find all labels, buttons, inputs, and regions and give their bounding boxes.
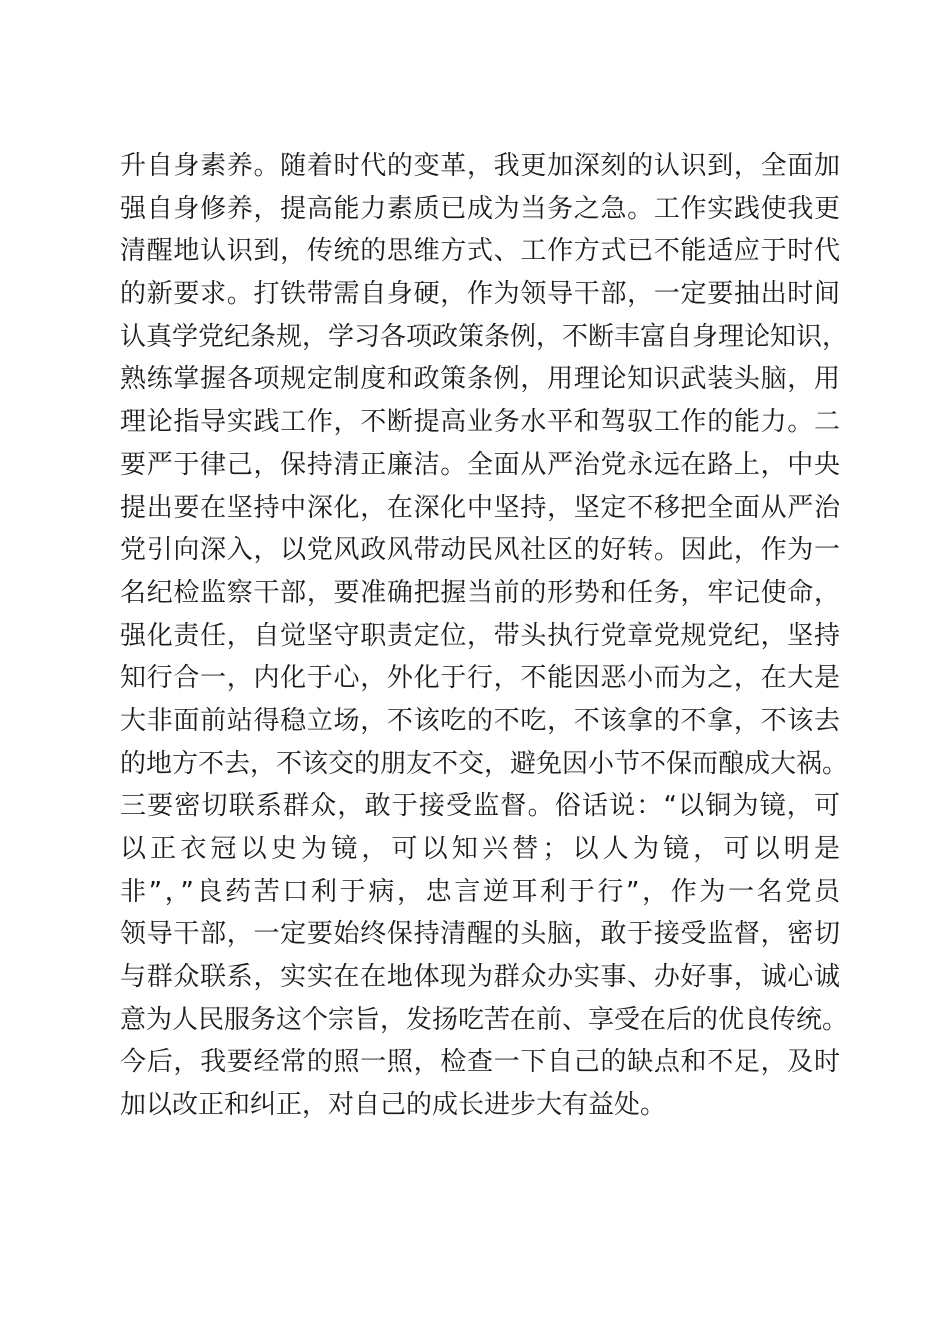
text-line: 提出要在坚持中深化，在深化中坚持，坚定不移把全面从严治: [120, 492, 840, 523]
text-line: 今后，我要经常的照一照，检查一下自己的缺点和不足，及时: [120, 1047, 840, 1078]
body-text: [120, 145, 849, 1127]
text-line: 知行合一，内化于心，外化于行，不能因恶小而为之，在大是: [120, 663, 840, 694]
text-line: 党引向深入，以党风政风带动民风社区的好转。因此，作为一: [120, 535, 840, 566]
text-line: 非”，”良药苦口利于病，忠言逆耳利于行”，作为一名党员: [120, 876, 840, 907]
text-line: 以正衣冠以史为镜，可以知兴替；以人为镜，可以明是: [120, 834, 840, 864]
text-line: 意为人民服务这个宗旨，发扬吃苦在前、享受在后的优良传统。: [120, 1004, 849, 1035]
text-line: 名纪检监察干部，要准确把握当前的形势和任务，牢记使命，: [120, 577, 840, 608]
text-line-last: 加以改正和纠正，对自己的成长进步大有益处。: [120, 1090, 667, 1121]
text-line: 的新要求。打铁带需自身硬，作为领导干部，一定要抽出时间: [120, 279, 840, 310]
text-line: 强化责任，自觉坚守职责定位，带头执行党章党规党纪，坚持: [120, 620, 840, 651]
text-line: 理论指导实践工作，不断提高业务水平和驾驭工作的能力。二: [120, 407, 840, 438]
text-line: 三要密切联系群众，敢于接受监督。俗话说：“以铜为镜，可: [120, 791, 840, 822]
text-line: 熟练掌握各项规定制度和政策条例，用理论知识武装头脑，用: [120, 364, 840, 395]
text-line: 领导干部，一定要始终保持清醒的头脑，敢于接受监督，密切: [120, 919, 840, 950]
text-line: 的地方不去，不该交的朋友不交，避免因小节不保而酿成大祸。: [120, 748, 849, 779]
text-line: 与群众联系，实实在在地体现为群众办实事、办好事，诚心诚: [120, 962, 840, 993]
text-line: 清醒地认识到，传统的思维方式、工作方式已不能适应于时代: [120, 236, 840, 267]
text-line: 要严于律己，保持清正廉洁。全面从严治党永远在路上，中央: [120, 449, 840, 480]
text-line: 强自身修养，提高能力素质已成为当务之急。工作实践使我更: [120, 193, 840, 224]
text-line: 升自身素养。随着时代的变革，我更加深刻的认识到，全面加: [120, 151, 840, 181]
text-line: 认真学党纪条规，学习各项政策条例，不断丰富自身理论知识，: [120, 321, 849, 352]
text-line: 大非面前站得稳立场，不该吃的不吃，不该拿的不拿，不该去: [120, 705, 840, 736]
